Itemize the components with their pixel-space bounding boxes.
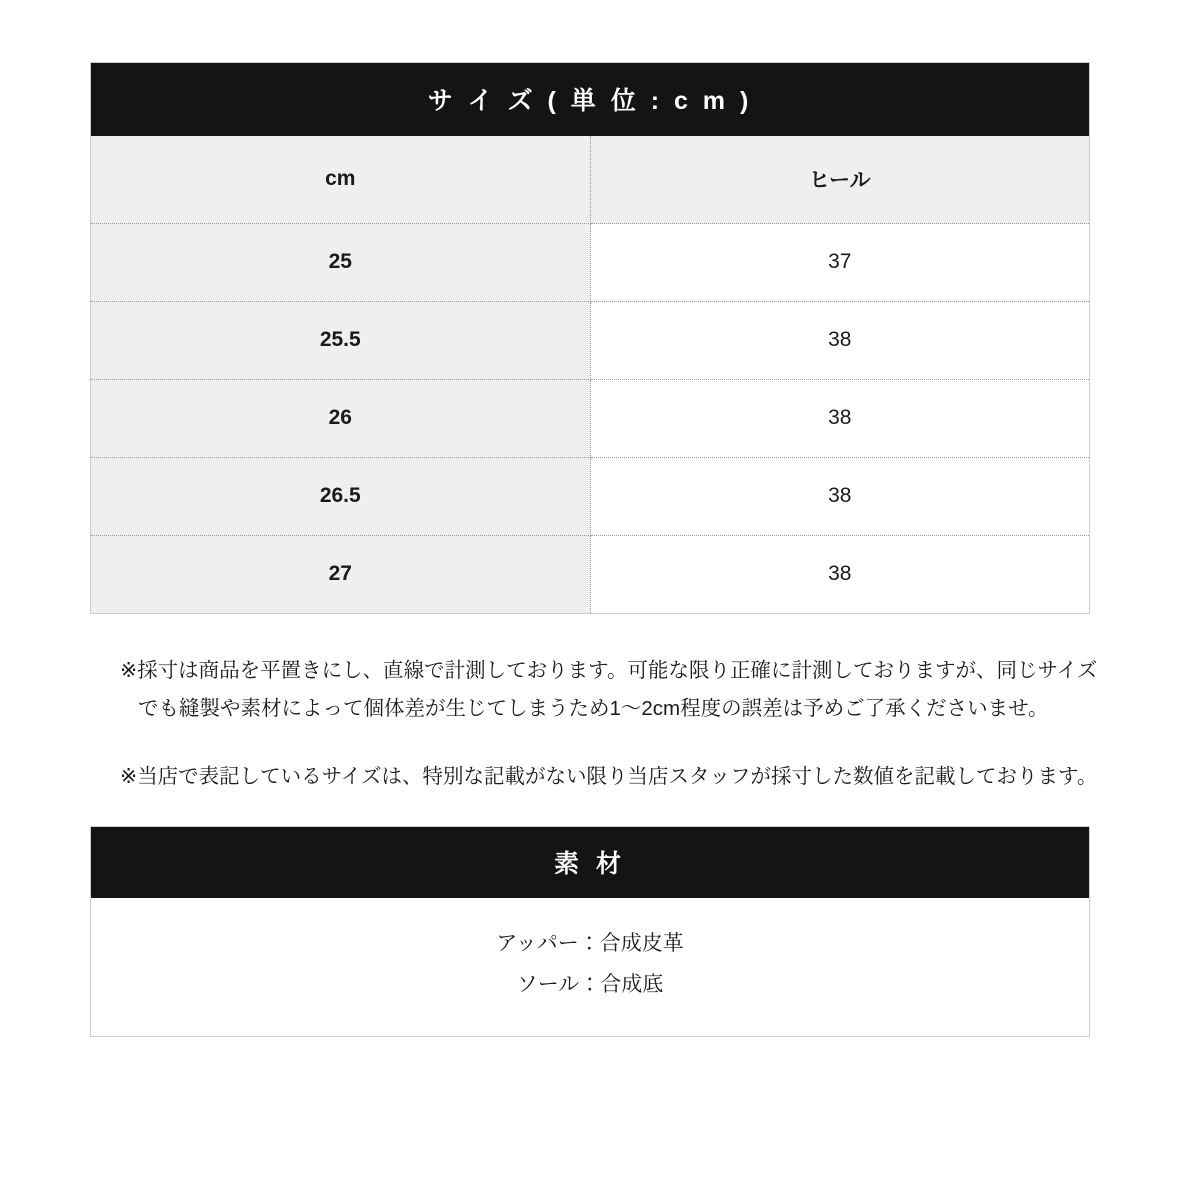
material-line-upper: アッパー：合成皮革 bbox=[496, 931, 684, 955]
size-cell: 27 bbox=[91, 536, 591, 614]
note-bullet: ※ bbox=[120, 764, 138, 788]
heel-cell: 38 bbox=[590, 536, 1090, 614]
size-cell: 25 bbox=[91, 224, 591, 302]
material-table bbox=[90, 826, 1090, 1037]
measurement-notes bbox=[90, 652, 1110, 796]
note-text: 当店で表記しているサイズは、特別な記載がない限り当店スタッフが採寸した数値を記載しております。 bbox=[137, 764, 1098, 788]
heel-cell: 38 bbox=[590, 302, 1090, 380]
size-table-header-row bbox=[91, 136, 1090, 224]
note-item bbox=[120, 652, 1110, 728]
material-body bbox=[91, 898, 1090, 1036]
size-cell: 25.5 bbox=[91, 302, 591, 380]
size-table-title: サ イ ズ ( 単 位 : c m ) bbox=[91, 63, 1090, 137]
size-table-title-row bbox=[91, 63, 1090, 137]
table-row bbox=[91, 458, 1090, 536]
size-column-header-heel: ヒール bbox=[590, 136, 1090, 224]
heel-cell: 38 bbox=[590, 380, 1090, 458]
heel-cell: 38 bbox=[590, 458, 1090, 536]
table-row bbox=[91, 536, 1090, 614]
note-text: 採寸は商品を平置きにし、直線で計測しております。可能な限り正確に計測しておりますが、同じサイズでも縫製や素材によって個体差が生じてしまうため1〜2cm程度の誤差は予めご了承くださいませ。 bbox=[137, 659, 1098, 720]
table-row bbox=[91, 224, 1090, 302]
size-cell: 26 bbox=[91, 380, 591, 458]
material-line-sole: ソール：合成底 bbox=[516, 972, 664, 996]
table-row bbox=[91, 302, 1090, 380]
note-item bbox=[120, 758, 1110, 796]
size-column-header-cm: cm bbox=[91, 136, 591, 224]
table-row bbox=[91, 380, 1090, 458]
heel-cell: 37 bbox=[590, 224, 1090, 302]
size-table bbox=[90, 62, 1090, 614]
note-bullet: ※ bbox=[120, 659, 138, 682]
material-body-row bbox=[91, 898, 1090, 1036]
material-table-title: 素 材 bbox=[91, 826, 1090, 898]
material-title-row bbox=[91, 826, 1090, 898]
size-cell: 26.5 bbox=[91, 458, 591, 536]
